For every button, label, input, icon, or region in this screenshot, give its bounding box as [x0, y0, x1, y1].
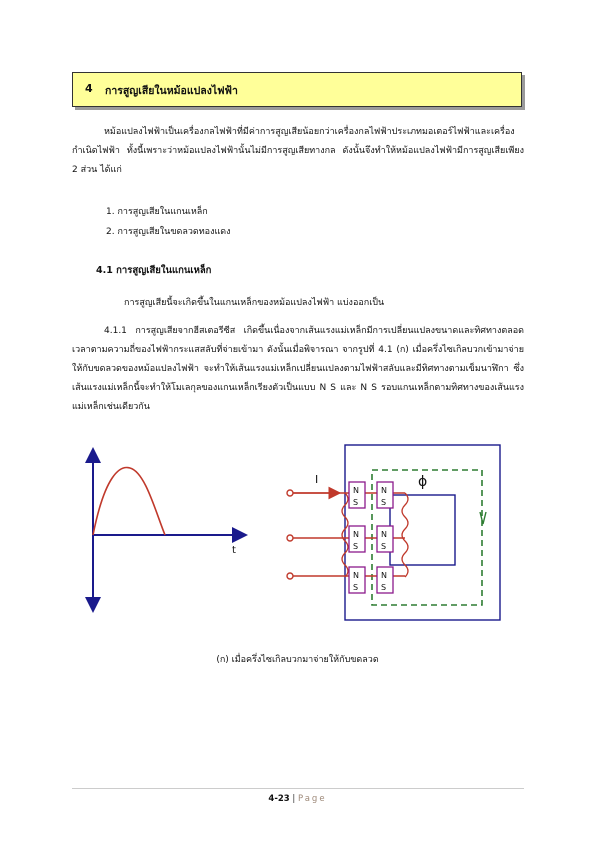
subsection-title: 4.1 การสูญเสียในแกนเหล็ก: [96, 265, 212, 276]
pole-s: S: [353, 542, 359, 551]
core-inner: [390, 495, 455, 565]
heading-title: การสูญเสียในหม้อแปลงไฟฟ้า: [105, 85, 238, 97]
section-heading-box: [72, 72, 522, 107]
page-number: 4-23: [268, 794, 290, 804]
heading-number: 4: [85, 82, 93, 95]
waveform-graph: [93, 455, 240, 605]
core-outer: [345, 445, 500, 620]
page-footer: [0, 794, 595, 804]
loss-list: [106, 202, 231, 242]
domain-3: [349, 526, 365, 552]
intro-paragraph: หม้อแปลงไฟฟ้าเป็นเครื่องกลไฟฟ้าที่มีค่าการสูญเสียน้อยกว่าเครื่องกลไฟฟ้าประเภทมอเตอร์ไฟฟ้าและเครื่องกำเนิดไฟฟ้า ทั้งนี้เพราะว่าหม้อแปลงไฟฟ้านั้นไม่มีการสูญเสียทางกล ดังนั้นจึงทำให้หม้อแปลงไฟฟ้ามีการสูญเสียเพียง 2 ส่วน ได้แก่: [72, 127, 524, 175]
pole-n: N: [381, 486, 387, 495]
pole-s: S: [353, 498, 359, 507]
pole-n: N: [353, 486, 359, 495]
domain-2: [377, 482, 393, 508]
terminal-top: [287, 490, 293, 496]
domain-1: [349, 482, 365, 508]
pole-s: S: [353, 583, 359, 592]
domain-5: [349, 567, 365, 593]
page-word: Page: [297, 794, 327, 804]
domain-4: [377, 526, 393, 552]
pole-s: S: [381, 542, 387, 551]
domain-6: [377, 567, 393, 593]
pole-n: N: [353, 530, 359, 539]
subsection-intro: การสูญเสียนี้จะเกิดขึ้นในแกนเหล็กของหม้อแปลงไฟฟ้า แบ่งออกเป็น: [124, 298, 385, 308]
pole-s: S: [381, 498, 387, 507]
footer-separator: |: [292, 794, 296, 804]
terminal-bottom: [287, 573, 293, 579]
list-item: 2. การสูญเสียในขดลวดทองแดง: [106, 227, 231, 237]
pole-n: N: [353, 571, 359, 580]
axis-label-t: t: [232, 545, 236, 556]
transformer-diagram: [287, 445, 500, 620]
terminal-mid: [287, 535, 293, 541]
figure-diagram: [0, 440, 595, 640]
hysteresis-paragraph: 4.1.1 การสูญเสียจากฮีสเตอรีซีส เกิดขึ้นเนื่องจากเส้นแรงแม่เหล็กมีการเปลี่ยนแปลงขนาดและทิศทางตลอดเวลาตามความถี่ของไฟฟ้ากระแสสลับที่จ่ายเข้ามา ดังนั้นเมื่อพิจารณา จากรูปที่ 4.1 (ก) เมื่อครึ่งไซเกิลบวกเข้ามาจ่ายให้กับขดลวดของหม้อแปลงไฟฟ้า จะทำให้เส้นแรงแม่เหล็กเปลี่ยนแปลงตามไฟฟ้าสลับและมีทิศทางตามเข็มนาฬิกา ซึ่งเส้นแรงแม่เหล็กนี้จะทำให้โมเลกุลของแกนเหล็กเรียงตัวเป็นแบบ N S และ N S รอบแกนเหล็กตามทิศทางของเส้นแรงแม่เหล็กเช่นเดียวกัน: [72, 326, 524, 412]
footer-divider: [72, 788, 524, 789]
pole-s: S: [381, 583, 387, 592]
half-sine-wave: [93, 468, 165, 535]
list-item: 1. การสูญเสียในแกนเหล็ก: [106, 207, 208, 217]
pole-n: N: [381, 530, 387, 539]
flux-arrow: [480, 512, 486, 524]
current-label: I: [315, 473, 319, 486]
figure-caption: (ก) เมื่อครึ่งไซเกิลบวกมาจ่ายให้กับขดลวด: [216, 655, 379, 665]
pole-n: N: [381, 571, 387, 580]
flux-label: ϕ: [418, 474, 428, 490]
